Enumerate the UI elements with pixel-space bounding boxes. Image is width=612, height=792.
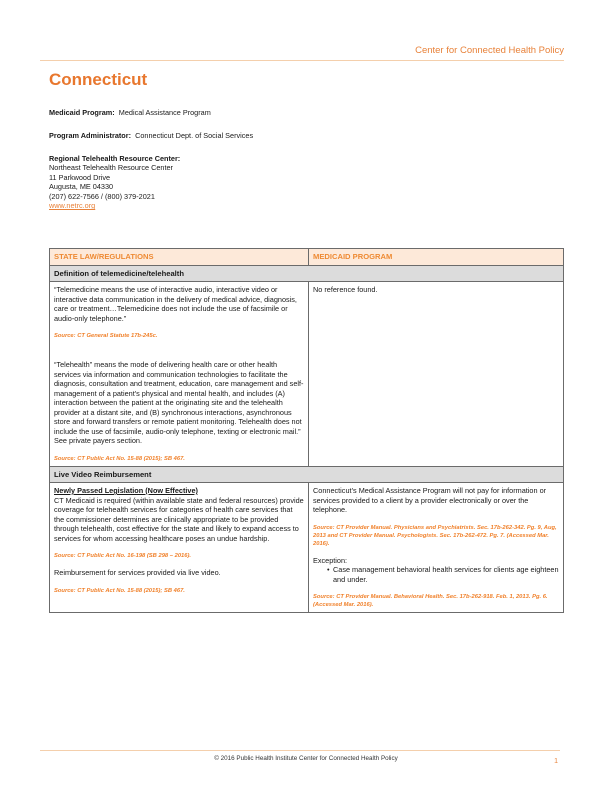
source-citation: Source: CT General Statute 17b-245c.	[54, 333, 158, 339]
resource-center-address2: Augusta, ME 04330	[49, 182, 114, 192]
resource-center-name: Northeast Telehealth Resource Center	[49, 163, 173, 173]
resource-center-label: Regional Telehealth Resource Center:	[49, 154, 181, 163]
medicaid-program-label: Medicaid Program:	[49, 108, 115, 117]
definition-medicaid-cell	[309, 282, 564, 467]
source-citation: Source: CT Provider Manual. Behavioral Health. Sec. 17b-262-918. Feb. 1, 2013. Pg. 6. (Accessed Mar. 2016).	[313, 594, 548, 608]
section-row	[50, 265, 564, 282]
program-administrator-label: Program Administrator:	[49, 131, 132, 140]
reimbursement-text: Reimbursement for services provided via live video.	[54, 568, 221, 577]
section-row	[50, 466, 564, 483]
telehealth-definition: “Telehealth” means the mode of delivering health care or other health services via information and communication technologies to facilitate the diagnosis, consultation and treatment, education, care management and self-management of a patient's physical and mental health, and includes (A) interaction between the patient at the originating site and the telehealth provider at a distant site, and (B) synchronous interactions, asynchronous store and forward transfers or remote patient monitoring. Telehealth does not include the use of facsimile, audio-only telephone, texting or electronic mail.” See private payers section.	[54, 360, 304, 445]
table-header-row	[50, 249, 564, 266]
source-citation: Source: CT Public Act No. 15-88 (2015); SB 467.	[54, 455, 185, 462]
page-title: Connecticut	[49, 70, 148, 89]
source-citation: Source: CT Public Act No. 15-88 (2015); SB 467.	[54, 587, 185, 594]
program-administrator-value: Connecticut Dept. of Social Services	[135, 131, 254, 140]
program-administrator	[49, 131, 253, 140]
column-header-medicaid: MEDICAID PROGRAM	[309, 249, 564, 266]
new-legislation-text: CT Medicaid is required (within available state and federal resources) provide coverage for telehealth services for categories of health care services that the commissioner determines are clinically appropriate to be provided through telehealth, cost effective for the state and likely to expand access to services for whom accessing healthcare poses an undue hardship.	[54, 495, 304, 543]
new-legislation-heading: Newly Passed Legislation (Now Effective)	[54, 486, 198, 495]
exception-item: • Case management behavioral health services for clients age eighteen and under.	[333, 565, 559, 584]
exception-label: Exception:	[313, 555, 348, 565]
live-video-medicaid-cell	[309, 483, 564, 613]
section-title-definition: Definition of telemedicine/telehealth	[50, 265, 564, 282]
header-divider	[40, 60, 564, 61]
live-video-state-law-cell	[50, 483, 309, 613]
exception-list	[313, 565, 559, 584]
table-row	[50, 483, 564, 613]
footer-divider	[40, 750, 560, 751]
resource-center	[49, 154, 180, 210]
medicaid-program	[49, 108, 211, 117]
medicaid-program-value: Medical Assistance Program	[118, 108, 211, 117]
column-header-state-law: STATE LAW/REGULATIONS	[50, 249, 309, 266]
header-org-name: Center for Connected Health Policy	[415, 45, 564, 56]
definition-state-law-cell	[50, 282, 309, 467]
medicaid-definition-text: No reference found.	[313, 285, 378, 294]
section-title-live-video: Live Video Reimbursement	[50, 466, 564, 483]
page-number: 1	[554, 758, 558, 765]
telemedicine-definition: “Telemedicine means the use of interactive audio, interactive video or interactive data communication in the delivery of medical advice, diagnosis, care or treatment…Telemedicine does not include the use of facsimile or audio-only telephone.”	[54, 285, 297, 323]
resource-center-website-link[interactable]: www.netrc.org	[49, 201, 96, 211]
footer-copyright: © 2016 Public Health Institute Center for Connected Health Policy	[214, 755, 398, 762]
resource-center-address1: 11 Parkwood Drive	[49, 172, 111, 182]
source-citation: Source: CT Public Act No. 16-198 (SB 298 – 2016).	[54, 553, 192, 559]
table-row	[50, 282, 564, 467]
resource-center-phone: (207) 622-7566 / (800) 379-2021	[49, 191, 155, 201]
medicaid-live-video-text: Connecticut’s Medical Assistance Program will not pay for information or services provided to a client by a provider electronically or over the telephone.	[313, 486, 547, 514]
source-citation: Source: CT Provider Manual. Physicians and Psychiatrists. Sec. 17b-262-342. Pg. 9, Aug, 2013 and CT Provider Manual. Psychologists. Sec. 17b-262-472. Pg. 7. (Accessed Mar. 2016).	[313, 524, 557, 547]
policy-table	[49, 248, 564, 613]
